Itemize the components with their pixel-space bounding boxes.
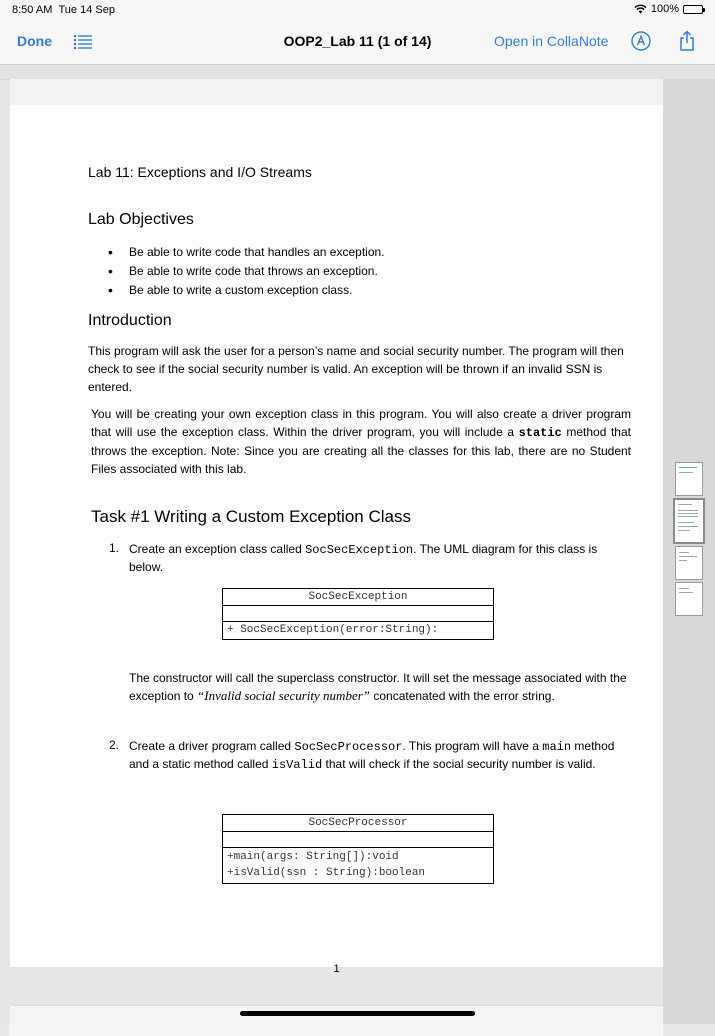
next-page-edge — [10, 1005, 663, 1036]
constructor-paragraph — [129, 670, 629, 705]
status-bar — [0, 0, 715, 20]
item-text: . The UML diagram for this class is below. — [129, 542, 598, 574]
share-icon[interactable] — [678, 30, 696, 52]
uml-method: +main(args: String[]):void — [227, 851, 399, 863]
item-text: Create a driver program called — [129, 739, 295, 753]
document-title: OOP2_Lab 11 (1 of 14) — [283, 33, 432, 49]
document-page — [10, 105, 663, 975]
code-main: main — [542, 740, 572, 754]
item-text: . This program will have a — [402, 739, 543, 753]
list-item: • Be able to write a custom exception class. — [108, 283, 385, 302]
page-thumbnail-current[interactable] — [673, 498, 705, 544]
open-in-collanote-button[interactable]: Open in CollaNote — [494, 33, 609, 49]
intro-paragraph-2 — [91, 405, 631, 478]
intro-text: method that throws the exception. Note: Since you are creating all the classes for this lab, there are no Student Files associated with this lab. — [91, 425, 631, 476]
uml-socsecprocessor — [222, 814, 494, 884]
done-button[interactable]: Done — [17, 33, 52, 49]
code-socsecexception: SocSecException — [305, 543, 414, 557]
item-number: 2. — [109, 738, 120, 752]
code-isvalid: isValid — [271, 758, 323, 772]
task-item-2 — [129, 738, 634, 774]
uml-method: + SocSecException(error:String): — [227, 624, 439, 636]
previous-page-edge — [0, 65, 715, 80]
document-viewer[interactable] — [0, 65, 715, 1024]
page-thumbnail[interactable] — [675, 546, 703, 580]
uml-fields — [223, 832, 493, 848]
home-indicator[interactable] — [240, 1011, 475, 1016]
battery-percent: 100% — [650, 3, 679, 15]
objectives-heading: Lab Objectives — [88, 211, 194, 228]
item-text: Create an exception class called — [129, 542, 306, 556]
wifi-icon — [634, 4, 647, 14]
page-number: 1 — [333, 963, 340, 975]
uml-method: +isValid(ssn : String):boolean — [227, 867, 426, 879]
page-thumbnail[interactable] — [675, 582, 703, 616]
code-static: static — [518, 426, 562, 440]
status-right — [634, 3, 703, 15]
status-clock: 8:50 AM — [12, 4, 53, 16]
status-date: Tue 14 Sep — [58, 4, 115, 16]
nav-bar — [0, 20, 715, 65]
intro-paragraph-1: This program will ask the user for a person’s name and social security number. The program will then check to see if the social security number is valid. An exception will be thrown if an invalid SSN is entered. — [88, 344, 624, 394]
task-item-1 — [129, 541, 634, 576]
intro-text: You will be creating your own exception class in this program. You will also create a driver program that will use the exception class. Within the driver program, you will include a — [91, 407, 631, 439]
paragraph-text: The constructor will call the superclass constructor. It will set the message associated with the exception to — [129, 671, 627, 703]
code-socsecprocessor: SocSecProcessor — [294, 740, 403, 754]
paragraph-text: concatenated with the error string. — [370, 689, 555, 703]
item-number: 1. — [109, 541, 120, 555]
page-header-band — [10, 79, 663, 105]
page-thumbnail[interactable] — [675, 462, 703, 496]
uml-socsecexception — [222, 588, 494, 640]
list-item: • Be able to write code that throws an exception. — [108, 264, 385, 283]
battery-icon — [683, 5, 703, 14]
markup-pen-icon[interactable] — [631, 31, 651, 51]
list-item: • Be able to write code that handles an exception. — [108, 245, 385, 264]
uml-class-name: SocSecException — [223, 589, 493, 606]
item-text: that will check if the social security number is valid. — [322, 757, 596, 771]
objectives-list — [108, 245, 385, 302]
exception-message: “Invalid social security number” — [197, 688, 371, 703]
introduction-heading: Introduction — [88, 312, 172, 329]
uml-class-name: SocSecProcessor — [223, 815, 493, 832]
uml-fields — [223, 606, 493, 622]
uml-methods — [223, 848, 493, 883]
lab-title: Lab 11: Exceptions and I/O Streams — [88, 164, 312, 180]
page-thumbnails — [675, 462, 705, 618]
task-heading: Task #1 Writing a Custom Exception Class — [91, 507, 411, 526]
status-time — [12, 4, 115, 16]
item-text: method and a static method called — [129, 739, 615, 771]
